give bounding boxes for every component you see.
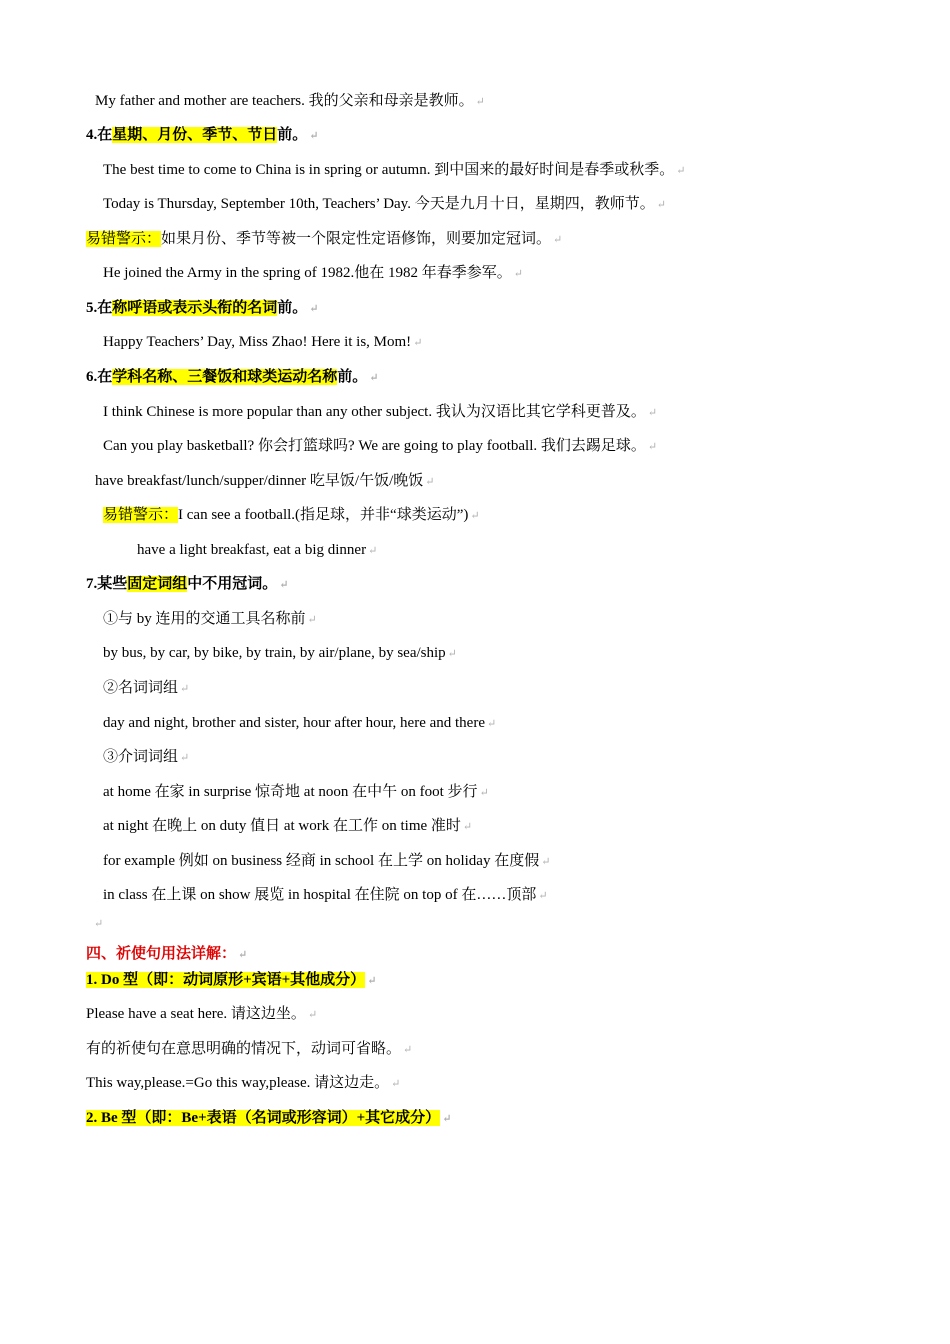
subheading-be-type: 2. Be 型（即：Be+表语（名词或形容词）+其它成分） ↵ (86, 1110, 452, 1126)
warning-line: 易错警示：I can see a football.(指足球，并非“球类运动”) ↵ (103, 507, 480, 523)
text-line: at home 在家 in surprise 惊奇地 at noon 在中午 on foot 步行 ↵ (103, 784, 489, 800)
heading-5: 5.在称呼语或表示头衔的名词前。 ↵ (86, 300, 319, 316)
text-line: Can you play basketball? 你会打篮球吗? We are going to play football. 我们去踢足球。 ↵ (103, 438, 658, 454)
text-line: for example 例如 on business 经商 in school 在上学 on holiday 在度假 ↵ (103, 853, 551, 869)
section-heading: 四、祈使句用法详解： ↵ (86, 946, 248, 962)
text-line: I think Chinese is more popular than any other subject. 我认为汉语比其它学科更普及。 ↵ (103, 404, 658, 420)
text-line: ②名词词组 ↵ (103, 680, 190, 696)
text-line: in class 在上课 on show 展览 in hospital 在住院 on top of 在……顶部 ↵ (103, 887, 548, 903)
text-line: The best time to come to China is in spring or autumn. 到中国来的最好时间是春季或秋季。 ↵ (103, 162, 686, 178)
text-line: He joined the Army in the spring of 1982.他在 1982 年春季参军。 ↵ (103, 265, 523, 281)
text-line: Please have a seat here. 请这边坐。 ↵ (86, 1006, 318, 1022)
paragraph-mark: ↵ (94, 918, 104, 930)
text-line: Today is Thursday, September 10th, Teachers’ Day. 今天是九月十日，星期四，教师节。 ↵ (103, 196, 666, 212)
heading-4: 4.在星期、月份、季节、节日前。 ↵ (86, 127, 319, 143)
text-line: by bus, by car, by bike, by train, by air/plane, by sea/ship ↵ (103, 645, 457, 661)
text-line: have a light breakfast, eat a big dinner ↵ (137, 542, 378, 558)
heading-7: 7.某些固定词组中不用冠词。 ↵ (86, 576, 289, 592)
text-line: ③介词词组 ↵ (103, 749, 190, 765)
text-line: have breakfast/lunch/supper/dinner 吃早饭/午饭/晚饭 ↵ (95, 473, 435, 489)
text-line: My father and mother are teachers. 我的父亲和母亲是教师。 ↵ (95, 93, 485, 109)
text-line: ①与 by 连用的交通工具名称前 ↵ (103, 611, 317, 627)
text-line: at night 在晚上 on duty 值日 at work 在工作 on time 准时 ↵ (103, 818, 473, 834)
text-line: day and night, brother and sister, hour after hour, here and there ↵ (103, 715, 497, 731)
subheading-do-type: 1. Do 型（即：动词原形+宾语+其他成分） ↵ (86, 972, 377, 988)
text-line: Happy Teachers’ Day, Miss Zhao! Here it is, Mom! ↵ (103, 334, 423, 350)
text-line: 有的祈使句在意思明确的情况下，动词可省略。 ↵ (86, 1041, 413, 1057)
warning-line: 易错警示：如果月份、季节等被一个限定性定语修饰，则要加定冠词。 ↵ (86, 231, 563, 247)
text-line: This way,please.=Go this way,please. 请这边走。 ↵ (86, 1075, 401, 1091)
heading-6: 6.在学科名称、三餐饭和球类运动名称前。 ↵ (86, 369, 379, 385)
